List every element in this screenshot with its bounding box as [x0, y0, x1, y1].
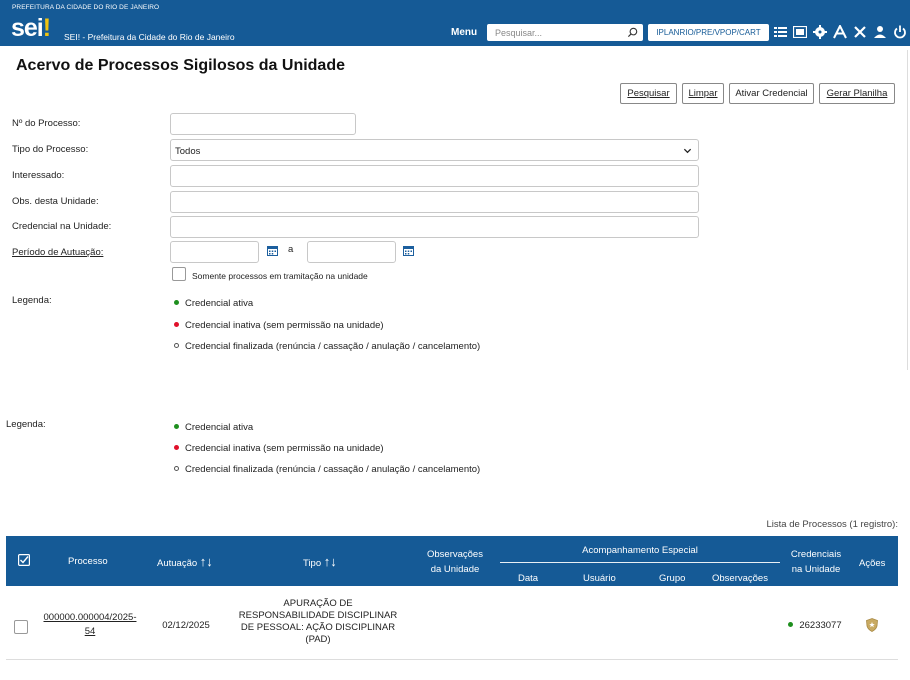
table-header: [6, 536, 898, 586]
header-divider: [500, 562, 780, 563]
periodo-inicio-input[interactable]: [170, 241, 259, 263]
interessado-label: Interessado:: [12, 170, 65, 181]
sei-logo[interactable]: sei!: [11, 14, 51, 42]
credencial-cell: 26233077: [784, 620, 846, 631]
sort-icon[interactable]: ↑↓: [323, 554, 337, 569]
list-caption: Lista de Processos (1 registro):: [766, 519, 898, 530]
green-dot-icon: [174, 300, 179, 305]
tools-icon[interactable]: [853, 25, 867, 39]
sort-icon[interactable]: ↑↓: [199, 554, 213, 569]
hollow-dot-icon: [174, 343, 179, 348]
prefeitura-label: PREFEITURA DA CIDADE DO RIO DE JANEIRO: [12, 4, 160, 11]
limpar-button[interactable]: Limpar: [682, 83, 724, 104]
col-autuacao[interactable]: Autuação ↑↓: [157, 554, 213, 569]
periodo-separator: a: [288, 244, 294, 255]
calendar-icon[interactable]: [267, 245, 278, 256]
red-dot-icon: [174, 445, 179, 450]
unit-selector[interactable]: IPLANRIO/PRE/VPOP/CART: [648, 24, 769, 41]
search-box: [487, 24, 643, 41]
calendar-icon[interactable]: [403, 245, 414, 256]
top-bar: [0, 0, 910, 46]
legend-inativa: Credencial inativa (sem permissão na unidade): [174, 443, 384, 454]
processo-link[interactable]: 000000.000004/2025- 54: [43, 612, 137, 637]
col-processo: Processo: [68, 556, 108, 567]
legend-ativa: Credencial ativa: [174, 298, 253, 309]
col-acompanhamento: Acompanhamento Especial: [582, 545, 698, 556]
accessibility-font-icon[interactable]: [833, 25, 847, 39]
tipo-select-value: Todos: [175, 146, 201, 157]
processo-input[interactable]: [170, 113, 356, 135]
obs-unidade-input[interactable]: [170, 191, 699, 213]
green-dot-icon: [788, 622, 793, 627]
menu-button[interactable]: Menu: [451, 27, 478, 38]
chevron-down-icon: [683, 146, 692, 155]
periodo-label: Período de Autuação:: [12, 247, 104, 258]
ativar-credencial-button[interactable]: Ativar Credencial: [729, 83, 814, 104]
col-observacoes-unidade: Observações da Unidade: [427, 549, 483, 575]
col-tipo[interactable]: Tipo ↑↓: [303, 554, 337, 569]
credencial-label: Credencial na Unidade:: [12, 221, 112, 232]
processo-label: Nº do Processo:: [12, 118, 81, 129]
tipo-label: Tipo do Processo:: [12, 144, 89, 155]
green-dot-icon: [174, 424, 179, 429]
hollow-dot-icon: [174, 466, 179, 471]
tipo-cell: APURAÇÃO DE RESPONSABILIDADE DISCIPLINAR DE PESSOAL: AÇÃO DISCIPLINAR (PAD): [238, 598, 398, 645]
gerar-planilha-button[interactable]: Gerar Planilha: [819, 83, 895, 104]
scrollbar-edge: [907, 50, 908, 370]
legend-finalizada: Credencial finalizada (renúncia / cassação / anulação / cancelamento): [174, 341, 480, 352]
col-usuario: Usuário: [583, 573, 616, 584]
table-row: [6, 586, 898, 660]
red-dot-icon: [174, 322, 179, 327]
col-acoes: Ações: [859, 558, 886, 569]
calculator-icon[interactable]: [793, 25, 807, 39]
user-icon[interactable]: [873, 25, 887, 39]
col-credenciais: Credenciais na Unidade: [790, 549, 842, 575]
obs-unidade-label: Obs. desta Unidade:: [12, 196, 99, 207]
col-data: Data: [518, 573, 539, 584]
shield-icon[interactable]: [866, 618, 878, 632]
autuacao-cell: 02/12/2025: [162, 620, 210, 631]
header-icons: [773, 22, 907, 42]
legend-label: Legenda:: [12, 295, 52, 306]
org-name: SEI! - Prefeitura da Cidade do Rio de Janeiro: [64, 32, 235, 42]
settings-icon[interactable]: [813, 25, 827, 39]
credencial-input[interactable]: [170, 216, 699, 238]
logout-icon[interactable]: [893, 25, 907, 39]
list-icon[interactable]: [773, 25, 787, 39]
tipo-select[interactable]: [170, 139, 699, 161]
interessado-input[interactable]: [170, 165, 699, 187]
periodo-fim-input[interactable]: [307, 241, 396, 263]
legend-finalizada: Credencial finalizada (renúncia / cassação / anulação / cancelamento): [174, 464, 480, 475]
select-all-checkbox-icon[interactable]: [18, 554, 30, 566]
page-title: Acervo de Processos Sigilosos da Unidade: [16, 57, 345, 74]
search-icon[interactable]: [627, 27, 638, 38]
search-input[interactable]: [487, 24, 622, 41]
legend-label: Legenda:: [6, 419, 46, 430]
pesquisar-button[interactable]: Pesquisar: [620, 83, 677, 104]
legend-ativa: Credencial ativa: [174, 422, 253, 433]
tramitacao-label: Somente processos em tramitação na unidade: [192, 271, 368, 281]
legend-inativa: Credencial inativa (sem permissão na unidade): [174, 320, 384, 331]
col-observacoes: Observações: [712, 573, 768, 584]
row-checkbox[interactable]: [14, 620, 28, 634]
tramitacao-checkbox[interactable]: [172, 267, 186, 281]
col-grupo: Grupo: [659, 573, 686, 584]
